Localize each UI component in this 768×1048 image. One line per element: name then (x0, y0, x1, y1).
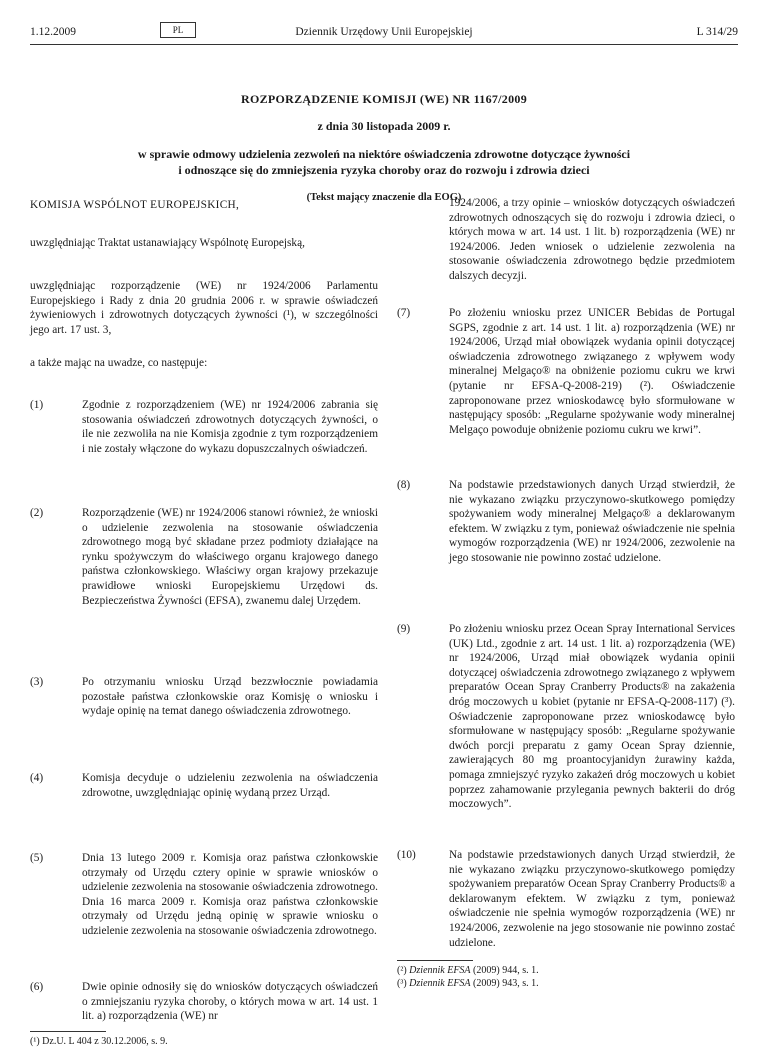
recital-number: (9) (397, 623, 411, 635)
recital-text: Komisja decyduje o udzieleniu zezwolenia na oświadczenia zdrowotne, uwzględniając opinię wydaną przez Urząd. (82, 772, 378, 799)
recital-number: (4) (30, 772, 44, 784)
recital-number: (3) (30, 676, 44, 688)
recital-text: Po złożeniu wniosku przez UNICER Bebidas de Portugal SGPS, zgodnie z art. 14 ust. 1 lit. a) rozporządzenia (WE) nr 1924/2006, Urząd miał obowiązek wydania opinii dotyczącej oświadczenia zdrowotnego związanego z wpływem wody mineralnej Melgaço® na obniżenie poziomu cukru we krwi (pytanie nr EFSA-Q-2008-219) (²). Oświadczenie zaproponowane przez wnioskodawcę było sformułowane w następujący sposób: „Regularne spożywanie wody mineralnej Melgaço powoduje obniżenie poziomu cukru we krwi”. (449, 307, 735, 436)
recital-number: (10) (397, 849, 416, 861)
recital-text: Zgodnie z rozporządzeniem (WE) nr 1924/2006 zabrania się stosowania oświadczeń zdrowotnych dotyczących żywności, o ile nie zezwoliła na nie Komisja zgodnie z tym rozporządzeniem i nie zostały włączone do wykazu dopuszczalnych oświadczeń. (82, 399, 378, 455)
recital-text: Na podstawie przedstawionych danych Urząd stwierdził, że nie wykazano związku przyczynowo-skutkowego pomiędzy spożywaniem preparatów Ocean Spray Cranberry Products® a deklarowanym efektem. W związku z tym, ponieważ oświadczenie nie spełnia wymogów rozporządzenia (WE) nr 1924/2006, zezwolenie na jego stosowanie nie powinno zostać udzielone. (449, 849, 735, 949)
page-reference: L 314/29 (696, 26, 738, 38)
recital-text: Na podstawie przedstawionych danych Urząd stwierdził, że nie wykazano związku przyczynowo-skutkowego pomiędzy spożywaniem wody mineralnej Melgaço® a deklarowanym efektem. W związku z tym, ponieważ oświadczenie nie spełnia wymogów rozporządzenia (WE) nr 1924/2006, zezwolenie na jego stosowanie nie powinno zostać udzielone. (449, 479, 735, 564)
regulation-subject (30, 146, 738, 178)
footnote-mark: (²) (397, 965, 407, 976)
footnote-text: Dz.U. L 404 z 30.12.2006, s. 9. (42, 1036, 168, 1047)
regulation-date: z dnia 30 listopada 2009 r. (317, 119, 451, 133)
header-divider (30, 44, 738, 45)
footnote (30, 1035, 378, 1048)
recital-text: 1924/2006, a trzy opinie – wniosków dotyczących oświadczeń zdrowotnych odnoszących się do rozwoju i zdrowia dzieci, o których mowa w art. 14 ust. 1 lit. b) rozporządzenia (WE) nr 1924/2006. Jeden wniosek o udzielenie zezwolenia na stosowanie oświadczenia zdrowotnego będzie przedmiotem dalszych decyzji. (449, 197, 735, 282)
page-header (30, 18, 738, 44)
recital-number: (8) (397, 479, 411, 491)
recital-number: (6) (30, 981, 44, 993)
recital-number: (2) (30, 507, 44, 519)
preamble-whereas: a także mając na uwadze, co następuje: (30, 357, 208, 369)
footnote-text: (2009) 944, s. 1. (473, 965, 539, 976)
footnote-mark: (³) (397, 978, 407, 989)
language-badge: PL (160, 22, 196, 38)
footnote-journal: Dziennik EFSA (409, 965, 471, 976)
publication-date: 1.12.2009 (30, 26, 76, 38)
eea-relevance: (Tekst mający znaczenie dla EOG) (306, 192, 462, 203)
recital-number: (1) (30, 399, 44, 411)
journal-title: Dziennik Urzędowy Unii Europejskiej (295, 26, 473, 38)
recital-text: Po złożeniu wniosku przez Ocean Spray International Services (UK) Ltd., zgodnie z art. 14 ust. 1 lit. a) rozporządzenia (WE) nr 1924/2006, Urząd miał obowiązek wydania opinii dotyczącej oświadczenia zdrowotnego związanego z wpływem preparatów Ocean Spray Cranberry Products® na zakażenia dróg moczowych u kobiet (pytanie nr EFSA-Q-2008-117) (³). Oświadczenie zaproponowane przez wnioskodawcę było sformułowane w następujący sposób: „Regularne spożywanie dwóch porcji preparatu z gamy Ocean Spray dziennie, zawierających 80 mg proantocyjanidyn żurawiny każda, pomaga zmniejszyć ryzyko zakażeń dróg moczowych u kobiet poprzez zahamowanie przylegania pewnych bakterii do dróg moczowych”. (449, 623, 735, 811)
regulation-title: ROZPORZĄDZENIE KOMISJI (WE) NR 1167/2009 (240, 92, 528, 106)
footnote (397, 977, 735, 990)
footnote-divider (397, 960, 473, 961)
footnote-mark: (¹) (30, 1036, 40, 1047)
subject-line-1: w sprawie odmowy udzielenia zezwoleń na niektóre oświadczenia zdrowotne dotyczące żywności (137, 147, 631, 161)
recital-number: (5) (30, 852, 44, 864)
footnote-text: (2009) 943, s. 1. (473, 978, 539, 989)
recital-number: (7) (397, 307, 411, 319)
preamble-regulation: uwzględniając rozporządzenie (WE) nr 1924/2006 Parlamentu Europejskiego i Rady z dnia 20 grudnia 2006 r. w sprawie oświadczeń żywieniowych i zdrowotnych dotyczących żywności (¹), w szczególności jego art. 17 ust. 3, (30, 280, 378, 336)
footnote (397, 964, 735, 977)
footnote-journal: Dziennik EFSA (409, 978, 471, 989)
recital-text: Rozporządzenie (WE) nr 1924/2006 stanowi również, że wnioski o udzielenie zezwolenia na stosowanie oświadczenia zdrowotnego mogą być składane przez podmioty działające na rynku spożywczym do właściwego organu krajowego danego państwa członkowskiego. Właściwy organ krajowy przekazuje prawidłowe wnioski Europejskiemu Urzędowi ds. Bezpieczeństwa Żywności (EFSA), zwanemu dalej Urzędem. (82, 507, 378, 607)
subject-line-2: i odnoszące się do zmniejszenia ryzyka choroby oraz do rozwoju i zdrowia dzieci (178, 163, 590, 177)
title-block (30, 92, 738, 203)
footnote-divider (30, 1031, 106, 1032)
preamble-commission: KOMISJA WSPÓLNOT EUROPEJSKICH, (30, 199, 240, 211)
recital-text: Dnia 13 lutego 2009 r. Komisja oraz państwa członkowskie otrzymały od Urzędu cztery opinie w sprawie wniosków o udzielenie zezwolenia na stosowanie oświadczenia zdrowotnego. Dnia 16 marca 2009 r. Komisja oraz państwa członkowskie otrzymały od Urzędu jedną opinię w sprawie wniosku o udzielenie zezwolenia na stosowanie oświadczenia zdrowotnego. (82, 852, 378, 937)
recital-text: Po otrzymaniu wniosku Urząd bezzwłocznie powiadamia pozostałe państwa członkowskie oraz Komisję o wniosku i wydaje opinię na temat danego oświadczenia zdrowotnego. (82, 676, 378, 718)
recital-text: Dwie opinie odnosiły się do wniosków dotyczących oświadczeń o zmniejszaniu ryzyka choroby, o których mowa w art. 14 ust. 1 lit. a) rozporządzenia (WE) nr (82, 981, 378, 1023)
preamble-treaty: uwzględniając Traktat ustanawiający Wspólnotę Europejską, (30, 237, 305, 249)
